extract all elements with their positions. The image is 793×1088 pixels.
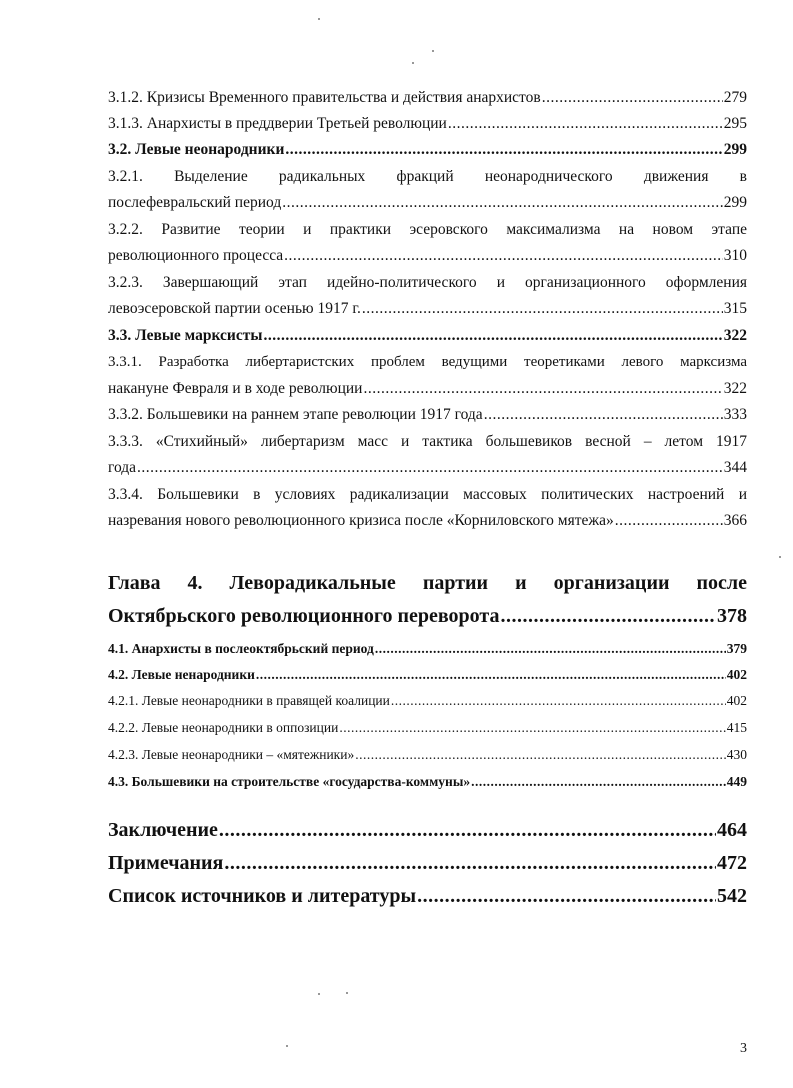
toc-entry-4-2-1: 4.2.1. Левые неонародники в правящей коалиции ..... 402 bbox=[108, 691, 747, 711]
toc-entry-4-2-2: 4.2.2. Левые неонародники в оппозиции ..... 415 bbox=[108, 718, 747, 738]
scan-speck bbox=[432, 50, 434, 52]
toc-entry-3-2-1-line1: 3.2.1. Выделение радикальных фракций неонароднического движения в bbox=[108, 168, 747, 185]
toc-entry-4-2-3: 4.2.3. Левые неонародники – «мятежники» ..... 430 bbox=[108, 745, 747, 765]
toc-entry-3-3-1-line2: накануне Февраля и в ходе революции ..... 322 bbox=[108, 379, 747, 399]
scan-speck bbox=[346, 992, 348, 994]
toc-entry-3-3-4-line1: 3.3.4. Большевики в условиях радикализации массовых политических настроений и bbox=[108, 486, 747, 503]
toc-entry-3-2-3-line2: левоэсеровской партии осенью 1917 г. ..... 315 bbox=[108, 299, 747, 319]
toc-entry-3-1-2: 3.1.2. Кризисы Временного правительства и действия анархистов ..... 279 bbox=[108, 88, 747, 108]
toc-entry-4-2: 4.2. Левые ненародники ..... 402 bbox=[108, 665, 747, 685]
scan-speck bbox=[412, 62, 414, 64]
toc-entry-notes: Примечания ..... 472 bbox=[108, 850, 747, 876]
toc-entry-3-1-3: 3.1.3. Анархисты в преддверии Третьей революции ..... 295 bbox=[108, 114, 747, 134]
toc-entry-3-3-1-line1: 3.3.1. Разработка либертаристских проблем ведущими теоретиками левого марксизма bbox=[108, 354, 747, 370]
toc-entry-4-1: 4.1. Анархисты в послеоктябрьский период ..... 379 bbox=[108, 639, 747, 659]
toc-entry-3-2: 3.2. Левые неонародники ..... 299 bbox=[108, 140, 747, 160]
page-number: 3 bbox=[740, 1041, 747, 1056]
toc-entry-4-3: 4.3. Большевики на строительстве «государства-коммуны» ..... 449 bbox=[108, 772, 747, 792]
toc-entry-3-3: 3.3. Левые марксисты ..... 322 bbox=[108, 326, 747, 346]
toc-entry-3-3-3-line2: года ..... 344 bbox=[108, 458, 747, 478]
toc-entry-3-2-1-line2: послефевральский период ..... 299 bbox=[108, 193, 747, 213]
toc-entry-3-3-4-line2: назревания нового революционного кризиса после «Корниловского мятежа» ..... 366 bbox=[108, 511, 747, 531]
toc-entry-3-3-2: 3.3.2. Большевики на раннем этапе революции 1917 года ..... 333 bbox=[108, 405, 747, 425]
scan-speck bbox=[318, 18, 320, 20]
toc-entry-3-2-2-line1: 3.2.2. Развитие теории и практики эсеровского максимализма на новом этапе bbox=[108, 221, 747, 238]
toc-entry-conclusion: Заключение ..... 464 bbox=[108, 817, 747, 843]
toc-entry-3-3-3-line1: 3.3.3. «Стихийный» либертаризм масс и тактика большевиков весной – летом 1917 bbox=[108, 433, 747, 450]
chapter-4-heading-line2: Октябрьского революционного переворота ..... 378 bbox=[108, 603, 747, 629]
toc-entry-sources: Список источников и литературы ..... 542 bbox=[108, 883, 747, 909]
toc-entry-3-2-3-line1: 3.2.3. Завершающий этап идейно-политического и организационного оформления bbox=[108, 274, 747, 291]
scan-speck bbox=[779, 556, 781, 558]
chapter-4-heading-line1: Глава 4. Леворадикальные партии и организации после bbox=[108, 572, 747, 594]
scan-speck bbox=[318, 993, 320, 995]
toc-entry-3-2-2-line2: революционного процесса ..... 310 bbox=[108, 246, 747, 266]
scan-speck bbox=[286, 1045, 288, 1047]
